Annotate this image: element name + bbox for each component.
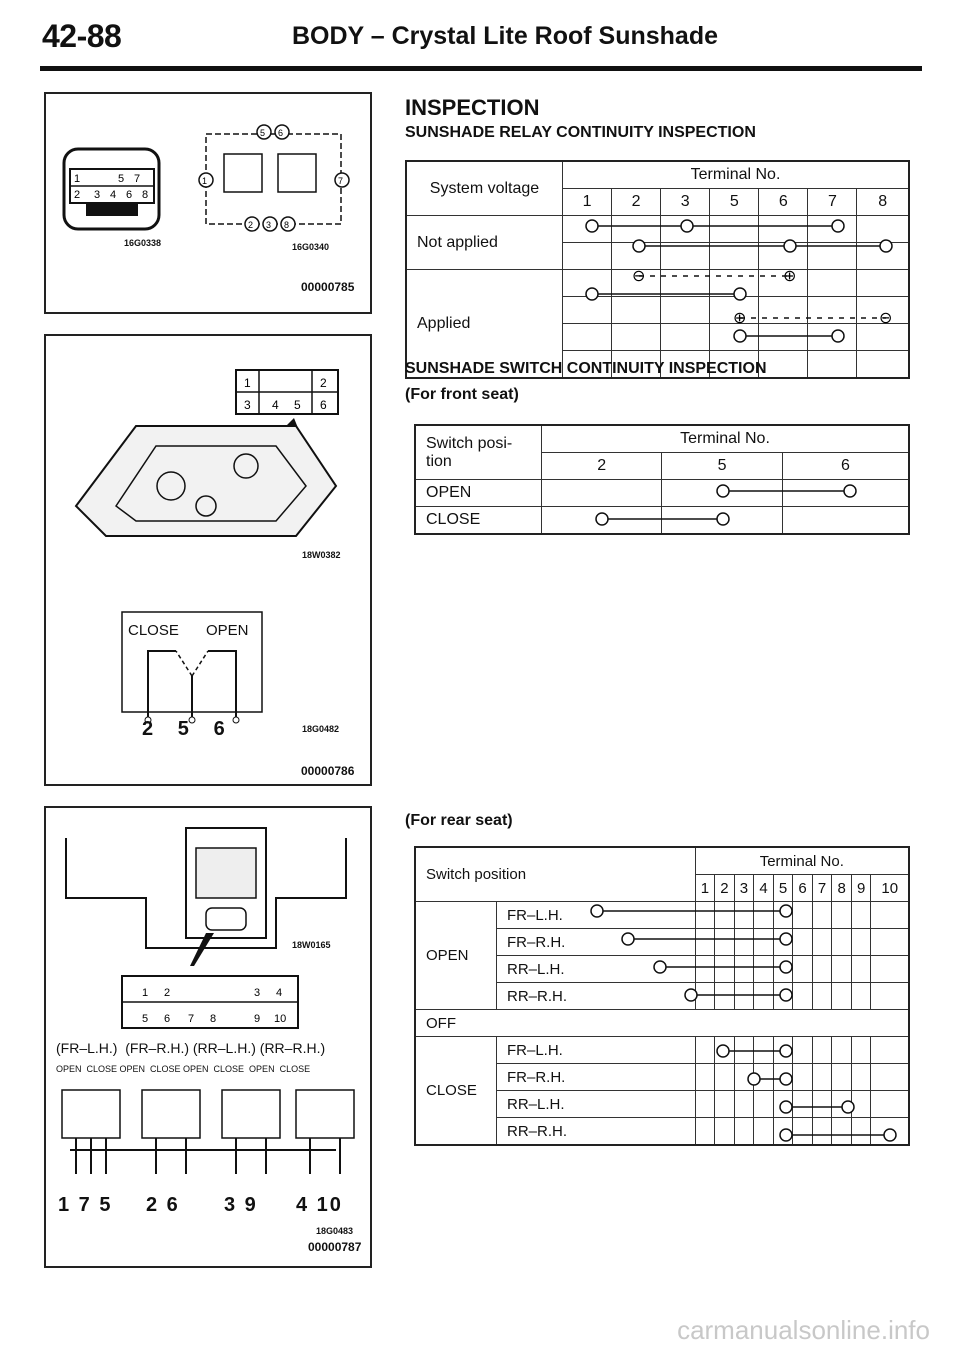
rear-subheading: (For rear seat): [405, 812, 513, 829]
rear-group-labels: (FR–L.H.) (FR–R.H.) (RR–L.H.) (RR–R.H.): [56, 1040, 326, 1056]
relay-terminal: 1: [563, 189, 612, 216]
rear-subrow: RR–R.H.: [497, 983, 696, 1010]
front-pin-6: 6: [320, 398, 327, 412]
page-number: 42-88: [42, 18, 122, 54]
relay-terminal: 3: [661, 189, 710, 216]
rear-terminal: 6: [793, 875, 813, 902]
front-heading: SUNSHADE SWITCH CONTINUITY INSPECTION: [405, 360, 767, 377]
rear-terminal: 4: [754, 875, 774, 902]
rear-group-open: OPEN: [415, 902, 497, 1010]
rear-pin-10: 10: [274, 1013, 287, 1025]
rear-pin-9: 9: [254, 1013, 261, 1025]
figure-code: 18G0483: [316, 1226, 354, 1236]
polarity-plus: ⊕: [733, 308, 747, 327]
relay-term-8: 8: [284, 220, 290, 230]
relay-pin-2: 2: [74, 189, 81, 201]
front-terminal: 6: [782, 453, 909, 480]
relay-pin-4: 4: [110, 189, 117, 201]
rear-terminals-rr-lh: 3 9: [224, 1194, 258, 1216]
figure-id: 00000787: [308, 1240, 362, 1254]
figure-rear-switch: [44, 806, 372, 1268]
rear-terminal: 5: [773, 875, 793, 902]
polarity-minus: ⊖: [632, 266, 646, 285]
polarity-plus: ⊕: [783, 266, 797, 285]
rear-pin-3: 3: [254, 987, 261, 999]
figure-code: 18W0382: [302, 550, 341, 560]
relay-term-5: 5: [260, 128, 266, 138]
figure-code: 18W0165: [292, 940, 331, 950]
rear-switch-illustration: [46, 808, 370, 1048]
front-continuity-marks: [530, 478, 930, 538]
rear-terminal: 10: [871, 875, 909, 902]
front-switch-illustration: [46, 336, 370, 546]
rear-open-close-labels: OPEN CLOSE OPEN CLOSE OPEN CLOSE OPEN CLOSE: [56, 1064, 311, 1074]
rear-subrow: FR–R.H.: [497, 1064, 696, 1091]
rear-pin-2: 2: [164, 987, 171, 999]
rear-subrow: RR–L.H.: [497, 1091, 696, 1118]
rear-subrow: RR–R.H.: [497, 1118, 696, 1146]
relay-row-not-applied: Not applied: [406, 216, 563, 270]
front-pin-4: 4: [272, 398, 279, 412]
rear-pin-8: 8: [210, 1013, 217, 1025]
front-pin-1: 1: [244, 376, 251, 390]
relay-pin-1: 1: [74, 173, 81, 185]
front-row-open: OPEN: [415, 480, 542, 507]
polarity-minus: ⊖: [879, 308, 893, 327]
relay-pin-7: 7: [134, 173, 141, 185]
relay-terminal: 8: [857, 189, 909, 216]
rear-terminal: 1: [695, 875, 715, 902]
rear-group-close: CLOSE: [415, 1037, 497, 1146]
watermark: carmanualsonline.info: [677, 1315, 930, 1345]
rear-pin-7: 7: [188, 1013, 195, 1025]
figure-code: 18G0482: [302, 724, 340, 734]
relay-pin-6: 6: [126, 189, 133, 201]
figure-id: 00000785: [301, 280, 355, 294]
rear-terminal: 2: [715, 875, 735, 902]
figure-relay: [44, 92, 372, 314]
rear-terminal: 7: [812, 875, 832, 902]
rear-terminals-fr-lh: 1 7 5: [58, 1194, 113, 1216]
rear-terminals-rr-rh: 4 10: [296, 1194, 343, 1216]
relay-term-3: 3: [266, 220, 272, 230]
relay-terminal: 2: [612, 189, 661, 216]
relay-terminal: 7: [808, 189, 857, 216]
front-terminal: 5: [662, 453, 782, 480]
front-terminal-label: Terminal No.: [542, 425, 910, 453]
figure-id: 00000786: [301, 764, 355, 778]
relay-row-applied: Applied: [406, 270, 563, 379]
relay-heading: SUNSHADE RELAY CONTINUITY INSPECTION: [405, 124, 756, 141]
relay-term-6: 6: [278, 128, 284, 138]
rear-terminals-fr-rh: 2 6: [146, 1194, 180, 1216]
front-pin-2: 2: [320, 376, 327, 390]
switch-label-close: CLOSE: [128, 622, 179, 639]
front-pin-5: 5: [294, 398, 301, 412]
page-title: BODY – Crystal Lite Roof Sunshade: [292, 22, 719, 50]
rear-switch-schematic: [46, 1080, 370, 1190]
relay-connector-diagram: [46, 94, 370, 254]
relay-terminal: 5: [710, 189, 759, 216]
rear-terminal: 9: [851, 875, 871, 902]
rear-pin-4: 4: [276, 987, 283, 999]
relay-terminal-label: Terminal No.: [563, 161, 910, 189]
front-row-close: CLOSE: [415, 507, 542, 535]
inspection-title: INSPECTION: [405, 95, 540, 120]
rear-subrow: FR–L.H.: [497, 1037, 696, 1064]
rear-terminal: 3: [734, 875, 754, 902]
relay-terminal: 6: [759, 189, 808, 216]
rear-subrow: FR–R.H.: [497, 929, 696, 956]
front-terminal: 2: [542, 453, 662, 480]
switch-label-open: OPEN: [206, 622, 249, 639]
rear-terminal-label: Terminal No.: [695, 847, 909, 875]
figure-code: 16G0338: [124, 238, 162, 248]
relay-col-label: System voltage: [406, 161, 563, 216]
header-rule: [40, 66, 922, 71]
relay-term-7: 7: [338, 176, 344, 186]
figure-code: 16G0340: [292, 242, 330, 252]
rear-group-off: OFF: [415, 1010, 909, 1037]
relay-pin-3: 3: [94, 189, 101, 201]
relay-pin-8: 8: [142, 189, 149, 201]
rear-terminal: 8: [832, 875, 852, 902]
switch-terminals: 2 5 6: [142, 718, 227, 740]
front-subheading: (For front seat): [405, 386, 519, 403]
rear-pin-5: 5: [142, 1013, 149, 1025]
relay-term-1: 1: [202, 176, 208, 186]
relay-continuity-marks: [560, 214, 920, 344]
rear-subrow: FR–L.H.: [497, 902, 696, 929]
rear-pin-6: 6: [164, 1013, 171, 1025]
rear-subrow: RR–L.H.: [497, 956, 696, 983]
front-pin-3: 3: [244, 398, 251, 412]
rear-continuity-marks: [580, 898, 920, 1148]
relay-pin-5: 5: [118, 173, 125, 185]
rear-col-label: Switch position: [415, 847, 695, 902]
rear-pin-1: 1: [142, 987, 149, 999]
front-col-label: Switch posi- tion: [415, 425, 542, 480]
figure-front-switch: [44, 334, 372, 786]
relay-term-2: 2: [248, 220, 254, 230]
